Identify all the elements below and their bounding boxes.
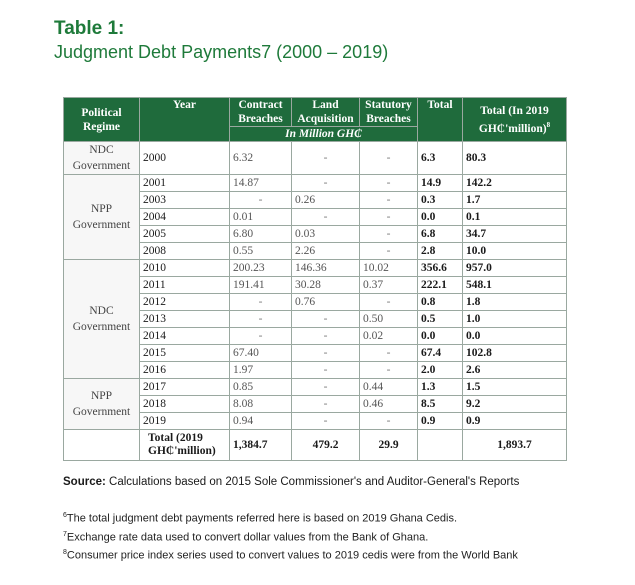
land-cell: -	[292, 328, 360, 345]
total-cell: 1.3	[418, 379, 463, 396]
land-cell: -	[292, 142, 360, 175]
contract-cell: 0.85	[230, 379, 292, 396]
header-land: Land Acquisition	[292, 98, 360, 127]
real-cell: 102.8	[463, 345, 567, 362]
footnote-marker: 8	[63, 549, 67, 557]
regime-cell: NDC Government	[64, 260, 140, 379]
real-cell: 1.8	[463, 294, 567, 311]
real-cell: 9.2	[463, 396, 567, 413]
statutory-cell: -	[360, 345, 418, 362]
real-cell: 10.0	[463, 243, 567, 260]
footnote	[63, 527, 573, 546]
year-cell: 2011	[140, 277, 230, 294]
total-cell: 0.9	[418, 413, 463, 430]
real-cell: 0.0	[463, 328, 567, 345]
judgment-debt-table-container	[63, 97, 566, 461]
summary-empty-cell	[64, 430, 140, 461]
total-cell: 222.1	[418, 277, 463, 294]
land-cell: 0.76	[292, 294, 360, 311]
year-cell: 2015	[140, 345, 230, 362]
land-cell: -	[292, 345, 360, 362]
year-cell: 2013	[140, 311, 230, 328]
total-cell: 6.8	[418, 226, 463, 243]
table-title: Judgment Debt Payments7 (2000 – 2019)	[54, 42, 389, 62]
real-cell: 1.0	[463, 311, 567, 328]
year-cell: 2010	[140, 260, 230, 277]
summary-contract-cell: 1,384.7	[230, 430, 292, 461]
summary-empty-cell	[418, 430, 463, 461]
source-label: Source:	[63, 476, 106, 488]
land-cell: 146.36	[292, 260, 360, 277]
land-cell: -	[292, 311, 360, 328]
source-line	[63, 476, 519, 488]
land-cell: -	[292, 413, 360, 430]
statutory-cell: -	[360, 413, 418, 430]
real-cell: 957.0	[463, 260, 567, 277]
contract-cell: 0.55	[230, 243, 292, 260]
table-row	[64, 243, 567, 260]
table-row	[64, 396, 567, 413]
total-cell: 14.9	[418, 175, 463, 192]
header-real-total	[463, 98, 567, 142]
total-cell: 356.6	[418, 260, 463, 277]
regime-cell: NPP Government	[64, 379, 140, 430]
header-real-total-sup: 8	[546, 120, 551, 129]
total-cell: 0.5	[418, 311, 463, 328]
contract-cell: 6.32	[230, 142, 292, 175]
land-cell: 0.26	[292, 192, 360, 209]
total-cell: 0.8	[418, 294, 463, 311]
real-cell: 0.1	[463, 209, 567, 226]
table-row	[64, 209, 567, 226]
contract-cell: 6.80	[230, 226, 292, 243]
statutory-cell: -	[360, 142, 418, 175]
land-cell: 2.26	[292, 243, 360, 260]
table-row	[64, 226, 567, 243]
year-cell: 2017	[140, 379, 230, 396]
table-row	[64, 328, 567, 345]
footnote	[63, 508, 573, 527]
real-cell: 80.3	[463, 142, 567, 175]
table-row	[64, 311, 567, 328]
table-row	[64, 362, 567, 379]
land-cell: -	[292, 379, 360, 396]
header-total: Total	[418, 98, 463, 142]
year-cell: 2003	[140, 192, 230, 209]
contract-cell: -	[230, 311, 292, 328]
contract-cell: -	[230, 294, 292, 311]
total-cell: 0.0	[418, 209, 463, 226]
header-contract: Contract Breaches	[230, 98, 292, 127]
land-cell: -	[292, 362, 360, 379]
contract-cell: -	[230, 328, 292, 345]
header-year: Year	[140, 98, 230, 142]
contract-cell: 200.23	[230, 260, 292, 277]
footnote-text: Exchange rate data used to convert dollar values from the Bank of Ghana.	[66, 531, 429, 544]
summary-label-cell: Total (2019 GH₵'million)	[140, 430, 230, 461]
header-real-total-text: Total (In 2019 GH₵'million)	[478, 104, 549, 135]
year-cell: 2004	[140, 209, 230, 226]
statutory-cell: 0.50	[360, 311, 418, 328]
statutory-cell: -	[360, 362, 418, 379]
contract-cell: -	[230, 192, 292, 209]
year-cell: 2014	[140, 328, 230, 345]
table-row	[64, 192, 567, 209]
table-row	[64, 277, 567, 294]
table-row	[64, 345, 567, 362]
statutory-cell: -	[360, 243, 418, 260]
statutory-cell: 0.37	[360, 277, 418, 294]
land-cell: 0.03	[292, 226, 360, 243]
land-cell: -	[292, 396, 360, 413]
summary-statutory-cell: 29.9	[360, 430, 418, 461]
statutory-cell: -	[360, 192, 418, 209]
real-cell: 0.9	[463, 413, 567, 430]
year-cell: 2019	[140, 413, 230, 430]
footnote-marker: 6	[63, 512, 67, 519]
total-cell: 67.4	[418, 345, 463, 362]
summary-real-cell: 1,893.7	[463, 430, 567, 461]
real-cell: 2.6	[463, 362, 567, 379]
contract-cell: 0.94	[230, 413, 292, 430]
statutory-cell: -	[360, 209, 418, 226]
header-unit: In Million GH₵	[230, 127, 418, 142]
header-regime: Political Regime	[64, 98, 140, 142]
statutory-cell: -	[360, 175, 418, 192]
regime-cell: NDC Government	[64, 142, 140, 175]
source-text: Calculations based on 2015 Sole Commissioner's and Auditor-General's Reports	[109, 476, 520, 488]
total-cell: 8.5	[418, 396, 463, 413]
statutory-cell: 10.02	[360, 260, 418, 277]
contract-cell: 67.40	[230, 345, 292, 362]
year-cell: 2016	[140, 362, 230, 379]
table-row	[64, 142, 567, 175]
footnote-marker: 7	[63, 530, 67, 538]
real-cell: 548.1	[463, 277, 567, 294]
year-cell: 2012	[140, 294, 230, 311]
real-cell: 142.2	[463, 175, 567, 192]
year-cell: 2001	[140, 175, 230, 192]
real-cell: 1.7	[463, 192, 567, 209]
table-body	[64, 142, 567, 461]
table-title-label: Table 1:	[54, 18, 125, 39]
table-row	[64, 260, 567, 277]
summary-land-cell: 479.2	[292, 430, 360, 461]
contract-cell: 191.41	[230, 277, 292, 294]
summary-row	[64, 430, 567, 461]
land-cell: -	[292, 175, 360, 192]
year-cell: 2008	[140, 243, 230, 260]
year-cell: 2018	[140, 396, 230, 413]
footnote-text: The total judgment debt payments referred here is based on 2019 Ghana Cedis.	[66, 512, 458, 525]
contract-cell: 1.97	[230, 362, 292, 379]
total-cell: 0.0	[418, 328, 463, 345]
footnote-text: Consumer price index series used to convert values to 2019 cedis were from the World Bank	[66, 549, 518, 562]
total-cell: 0.3	[418, 192, 463, 209]
total-cell: 2.0	[418, 362, 463, 379]
header-statutory: Statutory Breaches	[360, 98, 418, 127]
footnote	[63, 545, 573, 564]
table-row	[64, 175, 567, 192]
year-cell: 2005	[140, 226, 230, 243]
statutory-cell: -	[360, 226, 418, 243]
year-cell: 2000	[140, 142, 230, 175]
real-cell: 1.5	[463, 379, 567, 396]
table-row	[64, 413, 567, 430]
statutory-cell: 0.44	[360, 379, 418, 396]
real-cell: 34.7	[463, 226, 567, 243]
land-cell: -	[292, 209, 360, 226]
judgment-debt-table	[63, 97, 567, 461]
land-cell: 30.28	[292, 277, 360, 294]
statutory-cell: 0.02	[360, 328, 418, 345]
contract-cell: 8.08	[230, 396, 292, 413]
regime-cell: NPP Government	[64, 175, 140, 260]
total-cell: 6.3	[418, 142, 463, 175]
contract-cell: 0.01	[230, 209, 292, 226]
contract-cell: 14.87	[230, 175, 292, 192]
table-row	[64, 294, 567, 311]
table-row	[64, 379, 567, 396]
statutory-cell: -	[360, 294, 418, 311]
total-cell: 2.8	[418, 243, 463, 260]
statutory-cell: 0.46	[360, 396, 418, 413]
footnotes	[63, 508, 573, 564]
